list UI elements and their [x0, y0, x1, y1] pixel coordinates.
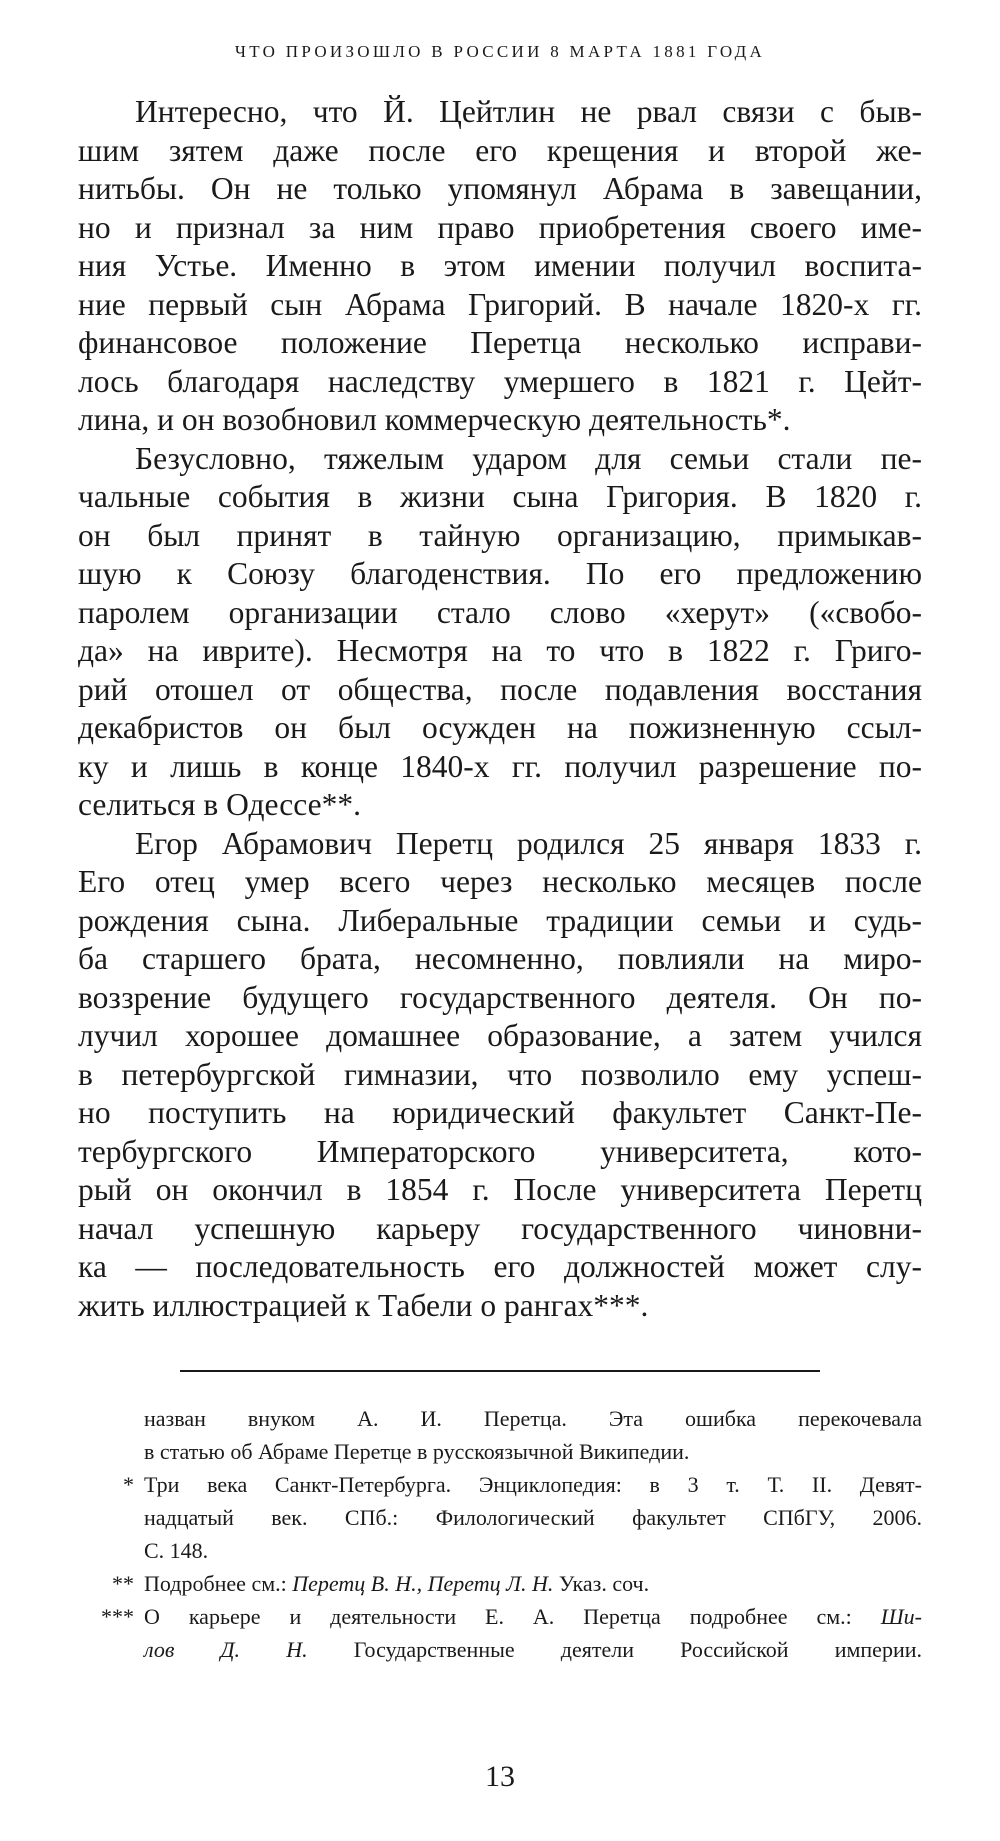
text-line: ние первый сын Абрама Григорий. В начале 1820-х гг.	[78, 286, 922, 322]
page-number: 13	[485, 1760, 515, 1793]
text-line: селиться в Одессе**.	[78, 787, 361, 822]
text-line: ку и лишь в конце 1840-х гг. получил разрешение по-	[78, 748, 922, 784]
text-line: да» на иврите). Несмотря на то что в 1822 г. Григо-	[78, 633, 922, 668]
footnote-marker: **	[112, 1571, 134, 1596]
text-line: тербургского Императорского университета, кото-	[78, 1133, 922, 1169]
text-line: лось благодаря наследству умершего в 1821 г. Цейт-	[78, 363, 922, 399]
text-line: в петербургской гимназии, что позволило ему успеш-	[78, 1056, 922, 1092]
text-line: рождения сына. Либеральные традиции семьи и судь-	[78, 902, 922, 938]
text-line: паролем организации стало слово «херут» («свобо-	[78, 594, 922, 630]
text-line: шим зятем даже после его крещения и второй же-	[78, 132, 922, 168]
text-line: лучил хорошее домашнее образование, а затем учился	[78, 1018, 922, 1053]
footnote-line	[78, 1600, 922, 1633]
text-line: он был принят в тайную организацию, примыкав-	[78, 517, 922, 553]
text-line: Егор Абрамович Перетц родился 25 января 1833 г.	[135, 825, 922, 861]
text-line: финансовое положение Перетца несколько исправи-	[78, 325, 922, 360]
text-line: начал успешную карьеру государственного чиновни-	[78, 1210, 922, 1246]
text-line: ба старшего брата, несомненно, повлияли на миро-	[78, 941, 922, 976]
footnote-line: назван внуком А. И. Перетца. Эта ошибка перекочевала	[144, 1406, 922, 1431]
text-line: но поступить на юридический факультет Санкт-Пе-	[78, 1095, 922, 1130]
text-line: Интересно, что Й. Цейтлин не рвал связи с быв-	[135, 94, 922, 129]
footnote-text: О карьере и деятельности Е. А. Перетца подробнее см.:	[144, 1604, 881, 1629]
text-line: ния Устье. Именно в этом имении получил воспита-	[78, 248, 922, 283]
paragraph-1	[78, 93, 922, 440]
footnote-3	[78, 1600, 922, 1666]
text-line: декабристов он был осужден на пожизненную ссыл-	[78, 710, 922, 745]
footnote-author: Ши-	[880, 1604, 922, 1629]
body-text	[78, 93, 922, 1325]
footnote-text: Подробнее см.:	[144, 1571, 293, 1596]
text-line: ка — последовательность его должностей может слу-	[78, 1249, 922, 1284]
footnote-marker: ***	[101, 1604, 134, 1629]
paragraph-2	[78, 440, 922, 825]
footnote-text: Государственные деятели Российской империи.	[307, 1637, 922, 1662]
text-line: шую к Союзу благоденствия. По его предложению	[78, 556, 922, 591]
footnote-continuation	[78, 1402, 922, 1468]
footnote-authors: Перетц В. Н., Перетц Л. Н.	[292, 1571, 554, 1596]
footnote-line: в статью об Абраме Перетце в русскоязычной Википедии.	[144, 1439, 690, 1464]
text-line: лина, и он возобновил коммерческую деятельность*.	[78, 402, 791, 437]
text-line: нитьбы. Он не только упомянул Абрама в завещании,	[78, 171, 922, 206]
text-line: рий отошел от общества, после подавления восстания	[78, 671, 922, 707]
text-line: воззрение будущего государственного деятеля. Он по-	[78, 979, 922, 1015]
text-line: но и признал за ним право приобретения своего име-	[78, 209, 922, 245]
footnote-2	[78, 1567, 922, 1600]
footnote-line	[78, 1468, 922, 1501]
text-line: жить иллюстрацией к Табели о рангах***.	[78, 1287, 649, 1323]
footnote-marker: *	[123, 1472, 134, 1497]
footnote-author: лов Д. Н.	[144, 1637, 308, 1662]
footnote-text: Три века Санкт-Петербурга. Энциклопедия: в 3 т. Т. II. Девят-	[144, 1472, 922, 1497]
footnotes	[78, 1402, 922, 1666]
footnote-line: надцатый век. СПб.: Филологический факультет СПбГУ, 2006.	[144, 1505, 922, 1530]
footnote-separator	[180, 1370, 820, 1372]
text-line: рый он окончил в 1854 г. После университета Перетц	[78, 1172, 922, 1207]
footnote-text: Указ. соч.	[553, 1571, 650, 1596]
text-line: чальные события в жизни сына Григория. В 1820 г.	[78, 479, 922, 514]
footnote-1	[78, 1468, 922, 1567]
footnote-line: С. 148.	[144, 1538, 209, 1563]
footnote-line	[78, 1633, 922, 1666]
running-head: ЧТО ПРОИЗОШЛО В РОССИИ 8 МАРТА 1881 ГОДА	[234, 42, 766, 61]
paragraph-3	[78, 825, 922, 1326]
text-line: Его отец умер всего через несколько месяцев после	[78, 864, 922, 899]
text-line: Безусловно, тяжелым ударом для семьи стали пе-	[135, 440, 922, 476]
footnote-line	[78, 1567, 922, 1600]
